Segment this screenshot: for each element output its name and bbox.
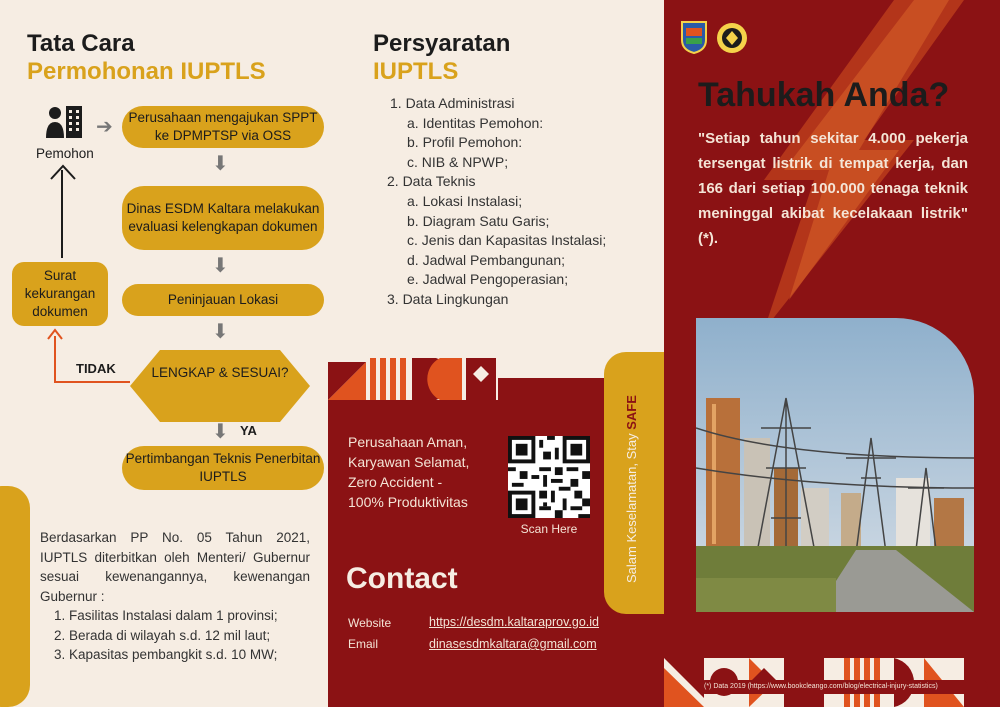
decision-diamond [130, 350, 310, 422]
power-lines-photo [696, 318, 974, 612]
footnote: (*) Data 2019 (https://www.bookcleango.com/blog/electrical-injury-statistics) [698, 680, 988, 694]
email-label: Email [348, 637, 379, 651]
left-panel [0, 0, 328, 707]
right-title: Tahukah Anda? [698, 76, 950, 114]
decision-label: LENGKAP & SESUAI? [151, 365, 289, 380]
no-path-vertical [54, 336, 56, 383]
list-item: b. Diagram Satu Garis; [407, 212, 550, 229]
slogan-line: 100% Produktivitas [348, 494, 468, 510]
list-item: e. Jadwal Pengoperasian; [407, 271, 569, 288]
slogan [348, 432, 469, 512]
qr-code-icon[interactable] [508, 436, 590, 518]
website-label: Website [348, 616, 392, 630]
logo-kaltara [680, 20, 708, 54]
arrow-down-icon: ⬇ [212, 421, 229, 443]
return-path [61, 170, 63, 258]
list-item: c. Jenis dan Kapasitas Instalasi; [407, 232, 607, 249]
step-submit: Perusahaan mengajukan SPPT ke DPMPTSP via OSS [122, 106, 324, 148]
quote-text: "Setiap tahun sekitar 4.000 pekerja tersengat listrik di tempat kerja, dan 166 dari setiap 100.000 tenaga teknik meninggal akibat kecelakaan listrik"(*). [698, 130, 968, 247]
list-item: a. Identitas Pemohon: [407, 114, 544, 131]
step-evaluation: Dinas ESDM Kaltara melakukan evaluasi kelengkapan dokumen [122, 186, 324, 250]
website-link[interactable]: https://desdm.kaltaraprov.go.id [429, 615, 599, 629]
step-site-review: Peninjauan Lokasi [122, 284, 324, 316]
list-item: 3. Data Lingkungan [387, 290, 509, 307]
left-title [27, 30, 266, 86]
slogan-line: Karyawan Selamat, [348, 454, 470, 470]
gold-tab-decor [0, 486, 30, 707]
middle-title-line2: IUPTLS [373, 58, 459, 85]
list-item: c. NIB & NPWP; [407, 153, 509, 170]
middle-title [373, 30, 510, 86]
arrow-up-icon [50, 164, 76, 180]
person-building-icon [44, 104, 86, 140]
surat-kekurangan-box: Surat kekurangan dokumen [12, 262, 108, 326]
arrow-up-icon [47, 328, 63, 340]
vertical-slogan-safe: SAFE [624, 395, 639, 430]
vertical-slogan-text: Salam Keselamatan, Stay [624, 429, 639, 583]
left-title-line1: Tata Cara [27, 30, 135, 57]
basis-text: Berdasarkan PP No. 05 Tahun 2021, IUPTLS diterbitkan oleh Menteri/ Gubernur sesuai kewenangannya, kewenangan Gubernur : [40, 530, 310, 604]
no-path-horizontal [54, 381, 130, 383]
scan-label: Scan Here [520, 522, 578, 536]
list-item: 2. Berada di wilayah s.d. 12 mil laut; [54, 627, 271, 643]
email-link[interactable]: dinasesdmkaltara@gmail.com [429, 637, 597, 651]
requirements-list [387, 94, 607, 310]
vertical-slogan [624, 353, 639, 583]
basis-list [54, 606, 278, 665]
arrow-down-icon: ⬇ [212, 321, 229, 343]
contact-title: Contact [346, 562, 458, 595]
contact-section [328, 378, 664, 707]
list-item: 1. Data Administrasi [390, 95, 515, 111]
arrow-down-icon: ⬇ [212, 255, 229, 277]
yes-label: YA [240, 423, 257, 438]
logo-esdm [716, 22, 748, 54]
list-item: 1. Fasilitas Instalasi dalam 1 provinsi; [54, 608, 278, 623]
no-label: TIDAK [76, 361, 116, 376]
arrow-right-icon: ➔ [96, 116, 113, 138]
slogan-line: Perusahaan Aman, [348, 434, 468, 450]
middle-title-line1: Persyaratan [373, 30, 511, 57]
left-title-line2: Permohonan IUPTLS [27, 58, 266, 85]
step-technical: Pertimbangan Teknis Penerbitan IUPTLS [122, 446, 324, 490]
right-panel [664, 0, 1000, 707]
list-item: a. Lokasi Instalasi; [407, 192, 523, 209]
list-item: b. Profil Pemohon: [407, 134, 523, 151]
arrow-down-icon: ⬇ [212, 153, 229, 175]
list-item: 3. Kapasitas pembangkit s.d. 10 MW; [54, 647, 278, 663]
pattern-decor [328, 356, 498, 400]
list-item: 2. Data Teknis [387, 173, 476, 190]
list-item: d. Jadwal Pembangunan; [407, 251, 565, 268]
pemohon-label: Pemohon [36, 146, 94, 161]
slogan-line: Zero Accident - [348, 474, 443, 490]
